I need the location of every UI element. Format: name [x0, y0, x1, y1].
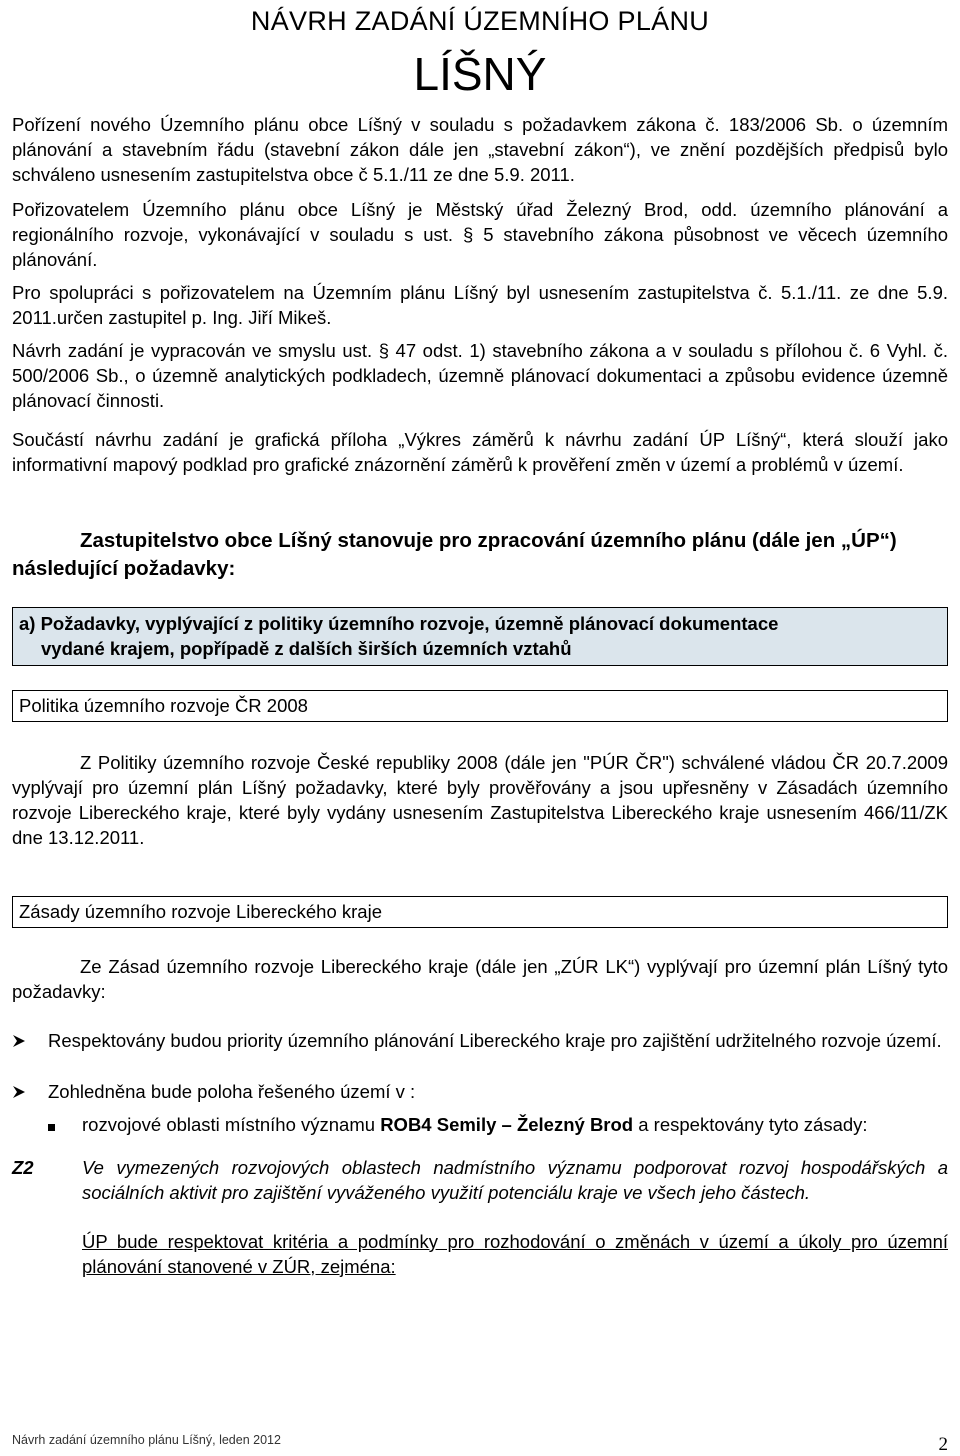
z2-follow-text: ÚP bude respektovat kritéria a podmínky pro rozhodování o změnách v území a úkoly pro územní plánování stanovené v ZÚR, zejména: [82, 1230, 948, 1277]
municipality-name: LÍŠNÝ [413, 48, 547, 100]
section-a-box [12, 607, 948, 666]
z2-text: Ve vymezených rozvojových oblastech nadmístního významu podporovat rozvoj hospodářských a sociálních aktivit pro zajištění vyváženého využití potenciálu kraje ve všech jeho částech. [82, 1156, 948, 1203]
page-footer: Návrh zadání územního plánu Líšný, leden 2012 [12, 1433, 281, 1447]
intro-paragraph-4: Návrh zadání je vypracován ve smyslu ust. § 47 odst. 1) stavebního zákona a v souladu s přílohou č. 6 Vyhl. č. 500/2006 Sb., o územně analytických podkladech, územně plánovací dokumentaci a způsobu evidence územně plánovací činnosti. [12, 339, 948, 411]
arrowhead-bullet-icon [12, 1028, 48, 1055]
intro-paragraph-5: Součástí návrhu zadání je grafická příloha „Výkres záměrů k návrhu zadání ÚP Líšný“, která slouží jako informativní mapový podklad pro grafické znázornění záměrů k prověření změn v území a problémů v území. [12, 428, 948, 475]
section-a-line-2: vydané krajem, popřípadě z dalších širších územních vztahů [41, 637, 572, 659]
pur-paragraph: Z Politiky územního rozvoje České republiky 2008 (dále jen "PÚR ČR") schválené vládou ČR 20.7.2009 vyplývají pro územní plán Líšný požadavky, které byly prověřovány a jsou upřesněny v Zásadách územního rozvoje Libereckého kraje, které byly vydány usnesením Zastupitelstva Libereckého kraje usnesením 466/11/ZK dne 13.12.2011. [12, 751, 948, 848]
section-a-line-1: a) Požadavky, vyplývající z politiky územního rozvoje, územně plánovací dokumentace [19, 612, 779, 634]
bullet-text-1: Respektovány budou priority územního plánování Libereckého kraje pro zajištění udržitelného rozvoje území. [48, 1029, 942, 1051]
bullet-text-2: Zohledněna bude poloha řešeného území v : [48, 1080, 416, 1102]
square-bullet-icon [48, 1112, 82, 1137]
list-item [12, 1112, 948, 1137]
list-item [12, 1028, 948, 1055]
zur-paragraph: Ze Zásad územního rozvoje Libereckého kraje (dále jen „ZÚR LK“) vyplývají pro územní plán Líšný tyto požadavky: [12, 955, 948, 1002]
arrowhead-bullet-icon [12, 1079, 48, 1106]
requirements-heading: Zastupitelstvo obce Líšný stanovuje pro zpracování územního plánu (dále jen „ÚP“) následující požadavky: [12, 528, 897, 580]
document-title: NÁVRH ZADÁNÍ ÚZEMNÍHO PLÁNU [250, 6, 710, 36]
intro-paragraph-3: Pro spolupráci s pořizovatelem na Územním plánu Líšný byl usnesením zastupitelstva č. 5.1./11. ze dne 5.9. 2011.určen zastupitel p. Ing. Jiří Mikeš. [12, 281, 948, 328]
z2-principle [12, 1155, 948, 1205]
page-number: 2 [938, 1434, 948, 1455]
z2-label: Z2 [12, 1156, 34, 1178]
intro-paragraph-2: Pořizovatelem Územního plánu obce Líšný je Městský úřad Železný Brod, odd. územního plánování a regionálního rozvoje, vykonávající v souladu s ust. § 5 stavebního zákona působnost ve věcech územního plánování. [12, 198, 948, 270]
zur-box: Zásady územního rozvoje Libereckého kraje [12, 896, 948, 928]
document-page [12, 0, 948, 1279]
sub-bullet-text: rozvojové oblasti místního významu ROB4 Semily – Železný Brod a respektovány tyto zásady: [82, 1113, 868, 1135]
list-item [12, 1079, 948, 1106]
intro-paragraph-1: Pořízení nového Územního plánu obce Líšný v souladu s požadavkem zákona č. 183/2006 Sb. o územním plánování a stavebním řádu (stavební zákon dále jen „stavební zákon“), ve znění pozdějších předpisů bylo schváleno usnesením zastupitelstva obce č 5.1./11 ze dne 5.9. 2011. [12, 113, 948, 185]
pur-box: Politika územního rozvoje ČR 2008 [12, 690, 948, 722]
rob4-label: ROB4 Semily – Železný Brod [380, 1113, 634, 1135]
